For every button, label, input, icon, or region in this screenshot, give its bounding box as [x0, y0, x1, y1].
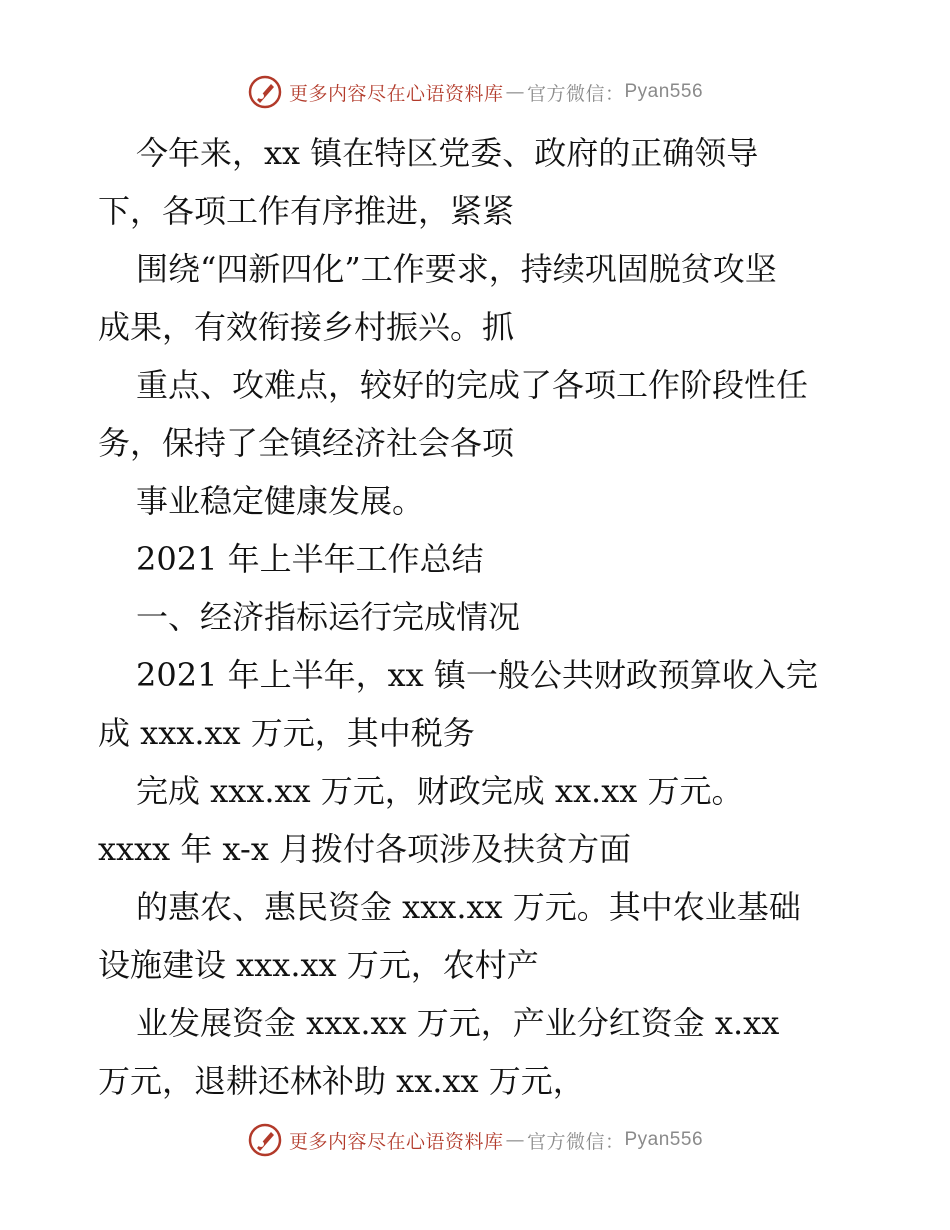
- text-line: 业发展资金 xxx.xx 万元，产业分红资金 x.xx: [136, 1004, 780, 1042]
- text-line: 成果，有效衔接乡村振兴。抓: [98, 308, 515, 346]
- text-line: 万元，退耕还林补助 xx.xx 万元，: [98, 1062, 585, 1100]
- watermark-text: 更多内容尽在心语资料库: [288, 1130, 504, 1153]
- header-watermark: [0, 74, 950, 110]
- watermark-wechat-id: Pyan556: [624, 81, 704, 102]
- text-line: 2021 年上半年，xx 镇一般公共财政预算收入完: [136, 656, 818, 694]
- section-heading: 2021 年上半年工作总结: [136, 540, 484, 578]
- pen-logo-icon: [247, 1122, 283, 1158]
- watermark-separator: —: [505, 1129, 525, 1151]
- text-line: 务，保持了全镇经济社会各项: [98, 424, 515, 462]
- watermark-text: 更多内容尽在心语资料库: [288, 82, 504, 105]
- watermark-wechat-label: 官方微信：: [526, 1130, 625, 1153]
- text-line: 的惠农、惠民资金 xxx.xx 万元。其中农业基础: [136, 888, 801, 926]
- watermark-wechat-label: 官方微信：: [526, 82, 625, 105]
- text-line: 重点、攻难点，较好的完成了各项工作阶段性任: [136, 366, 809, 404]
- text-line: 事业稳定健康发展。: [136, 482, 425, 520]
- text-line: 下，各项工作有序推进，紧紧: [98, 192, 515, 230]
- watermark-wechat-id: Pyan556: [624, 1129, 704, 1150]
- text-line: 围绕“四新四化”工作要求，持续巩固脱贫攻坚: [136, 250, 777, 288]
- text-line: 完成 xxx.xx 万元，财政完成 xx.xx 万元。: [136, 772, 744, 810]
- document-body: [98, 124, 858, 1110]
- text-line: 成 xxx.xx 万元，其中税务: [98, 714, 475, 752]
- text-line: 今年来，xx 镇在特区党委、政府的正确领导: [136, 134, 759, 172]
- text-line: xxxx 年 x-x 月拨付各项涉及扶贫方面: [98, 830, 632, 868]
- footer-watermark: [0, 1122, 950, 1158]
- pen-logo-icon: [247, 74, 283, 110]
- text-line: 设施建设 xxx.xx 万元，农村产: [98, 946, 539, 984]
- section-heading: 一、经济指标运行完成情况: [136, 598, 521, 636]
- watermark-separator: —: [505, 81, 525, 103]
